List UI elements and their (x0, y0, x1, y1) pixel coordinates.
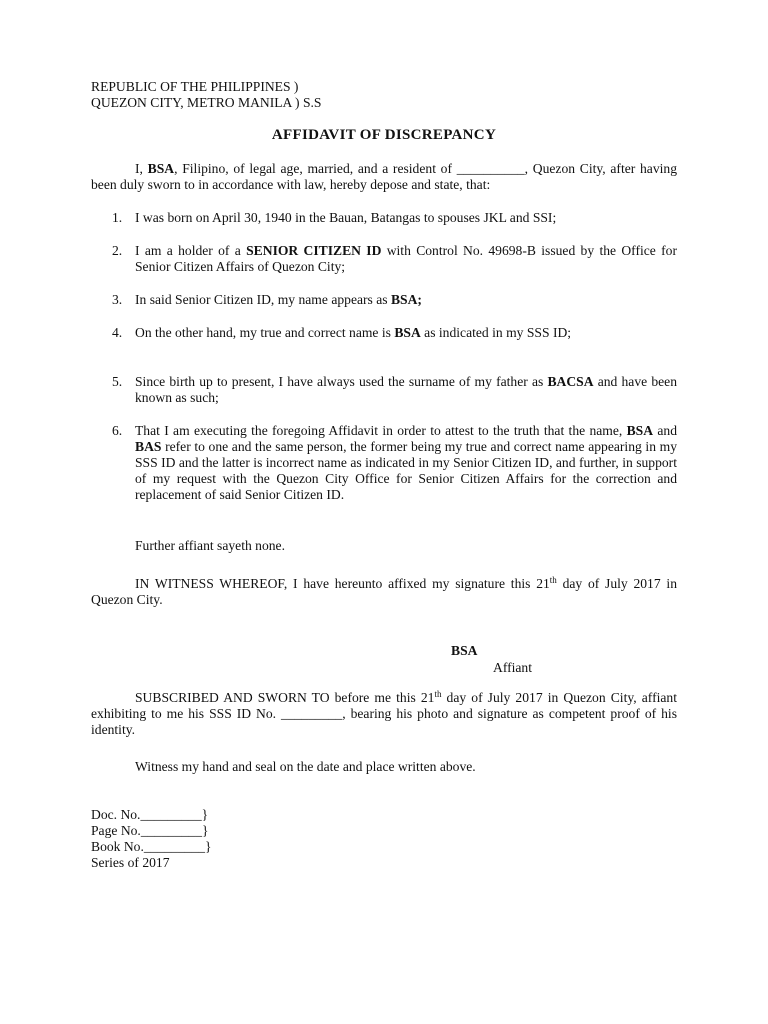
list-item-3 (112, 292, 677, 308)
list-item-1 (112, 210, 677, 226)
item-number: 5. (112, 374, 123, 389)
affiant-label: Affiant (493, 660, 533, 675)
item-text: I am a holder of a (135, 243, 247, 258)
item-text: I was born on April 30, 1940 in the Bauan, Batangas to spouses JKL and SSI; (135, 210, 557, 225)
intro-prefix: I, (135, 161, 148, 176)
item-number: 2. (112, 243, 123, 258)
item-text: as indicated in my SSS ID; (420, 325, 572, 340)
item-bold: BACSA (547, 374, 594, 389)
item-bold: BSA (626, 423, 654, 438)
series-line: Series of 2017 (91, 855, 170, 870)
venue-line-1: REPUBLIC OF THE PHILIPPINES ) (91, 79, 299, 94)
item-text: That I am executing the foregoing Affidavit in order to attest to the truth that the name, (135, 423, 627, 438)
witness-ordinal: th (549, 575, 557, 585)
item-bold: BAS (135, 439, 162, 454)
further-affiant-line: Further affiant sayeth none. (135, 538, 285, 553)
item-text: On the other hand, my true and correct name is (135, 325, 395, 340)
item-text: Since birth up to present, I have always used the surname of my father as (135, 374, 548, 389)
item-bold: SENIOR CITIZEN ID (246, 243, 382, 258)
witness-text: IN WITNESS WHEREOF, I have hereunto affixed my signature this 21 (135, 576, 550, 591)
intro-text: , Filipino, of legal age, married, and a resident of __________, Quezon City, after having been duly sworn to in accordance with law, hereby depose and state, that: (91, 161, 677, 192)
item-text: with Control No. 49698-B issued by the Office for Senior Citizen Affairs of Quezon City; (135, 243, 677, 274)
item-text: and have been known as such; (135, 374, 677, 405)
item-text: and (653, 423, 677, 438)
list-item-5 (112, 374, 677, 406)
notarial-register (91, 807, 212, 871)
venue-block (91, 79, 321, 111)
book-number-line: Book No._________} (91, 839, 212, 854)
item-number: 4. (112, 325, 123, 340)
subscribed-text: day of July 2017 in Quezon City, affiant exhibiting to me his SSS ID No. _________, bearing his photo and signature as competent proof of his identity. (91, 690, 677, 737)
intro-paragraph (91, 161, 677, 193)
item-bold: BSA (394, 325, 421, 340)
item-number: 1. (112, 210, 123, 225)
witness-text: day of July 2017 in Quezon City. (91, 576, 677, 607)
list-item-2 (112, 243, 677, 275)
list-item-6 (112, 423, 677, 503)
document-title: AFFIDAVIT OF DISCREPANCY (271, 127, 497, 143)
item-number: 6. (112, 423, 123, 438)
seal-paragraph: Witness my hand and seal on the date and place written above. (135, 759, 476, 774)
witness-paragraph (91, 576, 677, 608)
doc-number-line: Doc. No._________} (91, 807, 209, 822)
affiant-signature-name: BSA (451, 643, 478, 658)
affiant-name: BSA (147, 161, 175, 176)
subscribed-text: SUBSCRIBED AND SWORN TO before me this 21 (135, 690, 435, 705)
item-text: In said Senior Citizen ID, my name appears as (135, 292, 391, 307)
item-bold: BSA; (390, 292, 422, 307)
list-item-4 (112, 325, 677, 341)
page-number-line: Page No._________} (91, 823, 209, 838)
item-text: refer to one and the same person, the former being my true and correct name appearing in my SSS ID and the latter is incorrect name as indicated in my Senior Citizen ID, and further, in support of my request with the Quezon City Office for Senior Citizen Affairs for the correction and replacement of said Senior Citizen ID. (135, 439, 677, 502)
subscribed-paragraph (91, 690, 677, 738)
item-number: 3. (112, 292, 123, 307)
subscribed-ordinal: th (434, 689, 442, 699)
venue-line-2: QUEZON CITY, METRO MANILA ) S.S (91, 95, 322, 110)
